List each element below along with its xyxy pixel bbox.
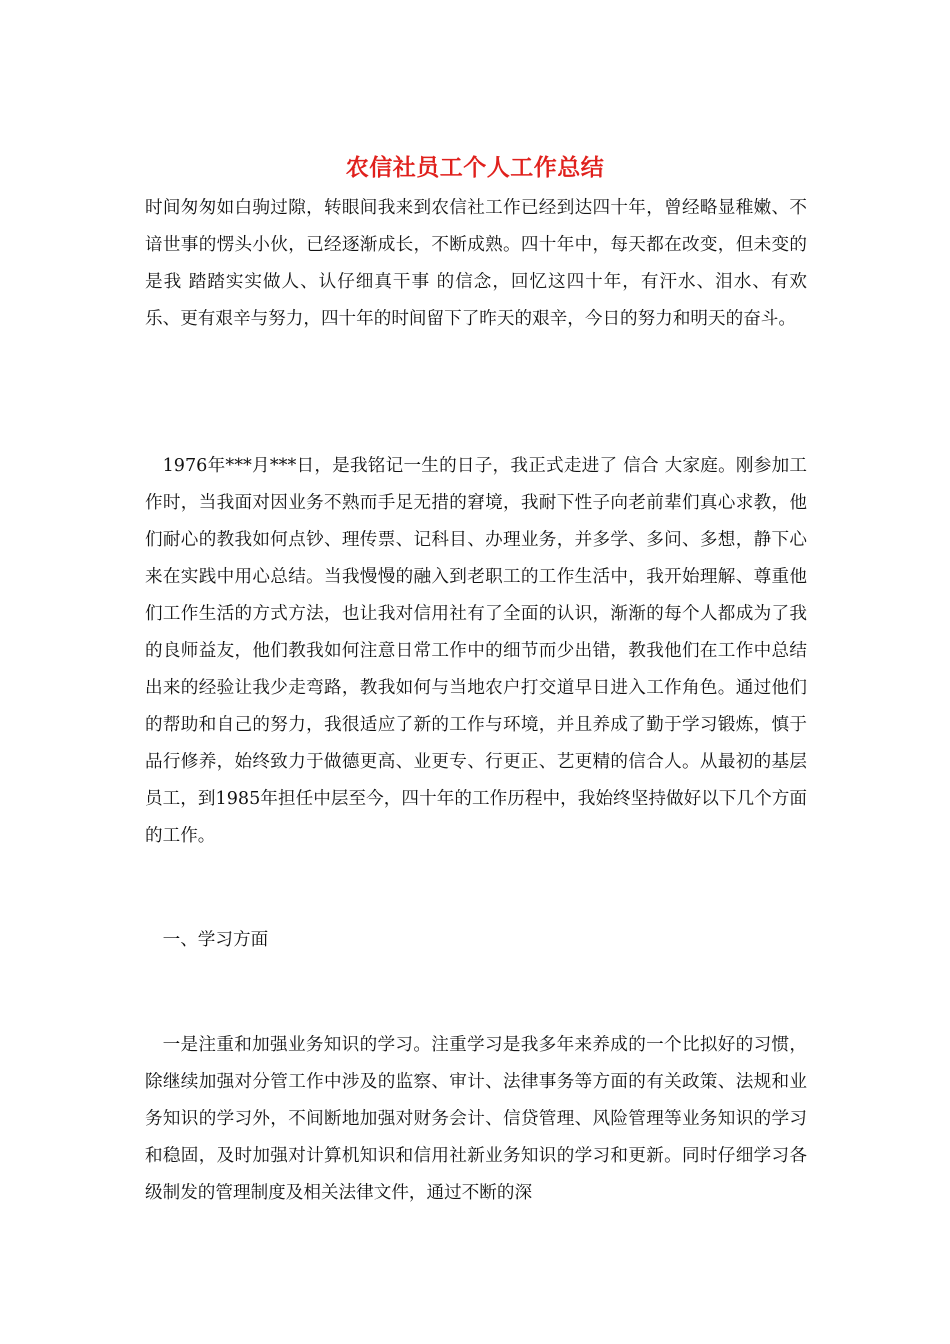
document-title: 农信社员工个人工作总结 — [345, 154, 605, 181]
paragraph-study-detail: 一是注重和加强业务知识的学习。注重学习是我多年来养成的一个比拟好的习惯，除继续加强对分管工作中涉及的监察、审计、法律事务等方面的有关政策、法规和业务知识的学习外，不间断地加强对财务会计、信贷管理、风险管理等业务知识的学习和稳固，及时加强对计算机知识和信用社新业务知识的学习和更新。同时仔细学习各级制发的管理制度及相关法律文件，通过不断的深 — [145, 1035, 807, 1203]
section-heading-study: 一、学习方面 — [162, 930, 269, 950]
paragraph-career-start: 1976年***月***日，是我铭记一生的日子，我正式走进了 信合 大家庭。刚参加工作时，当我面对因业务不熟而手足无措的窘境，我耐下性子向老前辈们真心求教，他们耐心的教我如何点钞、理传票、记科目、办理业务，并多学、多问、多想，静下心来在实践中用心总结。当我慢慢的融入到老职工的工作生活中，我开始理解、尊重他们工作生活的方式方法，也让我对信用社有了全面的认识，渐渐的每个人都成为了我的良师益友，他们教我如何注意日常工作中的细节而少出错，教我他们在工作中总结出来的经验让我少走弯路，教我如何与当地农户打交道早日进入工作角色。通过他们的帮助和自己的努力，我很适应了新的工作与环境，并且养成了勤于学习锻炼，慎于品行修养，始终致力于做德更高、业更专、行更正、艺更精的信合人。从最初的基层员工，到1985年担任中层至今，四十年的工作历程中，我始终坚持做好以下几个方面的工作。 — [145, 456, 807, 846]
paragraph-intro: 时间匆匆如白驹过隙，转眼间我来到农信社工作已经到达四十年，曾经略显稚嫩、不谙世事的愣头小伙，已经逐渐成长，不断成熟。四十年中，每天都在改变，但未变的是我 踏踏实实做人、认仔细真干事 的信念，回忆这四十年，有汗水、泪水、有欢乐、更有艰辛与努力，四十年的时间留下了昨天的艰辛，今日的努力和明天的奋斗。 — [145, 198, 807, 329]
